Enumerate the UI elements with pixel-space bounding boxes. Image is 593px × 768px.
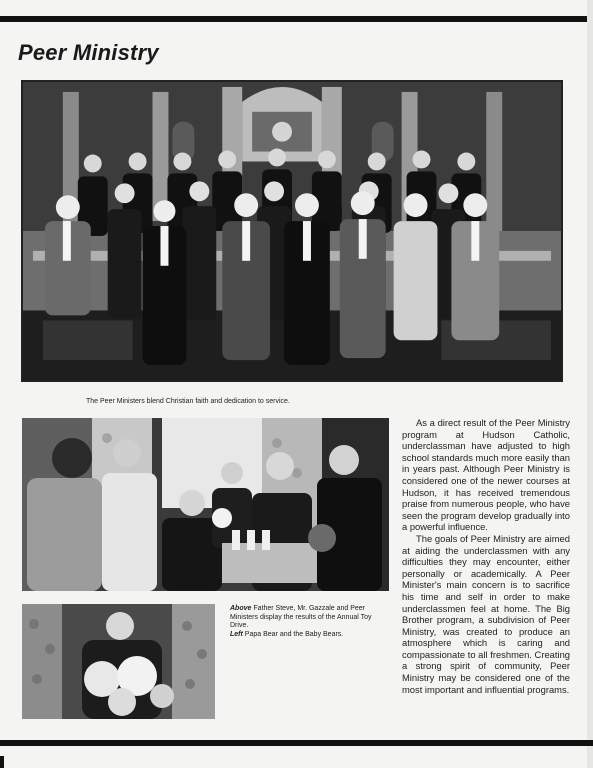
top-rule — [0, 16, 593, 22]
toy-drive-image — [22, 418, 389, 591]
article-paragraph: As a direct result of the Peer Ministry program at Hudson Catholic, underclassman have adjusted to high school standards much more easily than in years past. Although Peer Ministry is considered one of the newer courses at Hudson, it has received tremendous praise from numerous people, who have seen the program develop gradually into a powerful influence. — [402, 417, 570, 533]
group-photo-caption: The Peer Ministers blend Christian faith and dedication to service. — [86, 398, 290, 405]
caption-above-label: Above — [230, 605, 252, 612]
article-body — [402, 417, 570, 695]
caption-left-text: Papa Bear and the Baby Bears. — [242, 630, 344, 638]
photo-captions — [230, 605, 390, 639]
page-marker — [0, 756, 4, 768]
caption-left-label: Left — [230, 630, 243, 638]
group-photo — [21, 80, 563, 382]
bottom-rule — [0, 740, 593, 746]
toy-drive-photo — [22, 418, 389, 591]
caption-left — [230, 631, 390, 640]
caption-above-text: Father Steve, Mr. Gazzale and Peer Ministers display the results of the Annual Toy Drive. — [230, 605, 372, 630]
bears-photo — [22, 604, 215, 719]
caption-above — [230, 605, 390, 631]
group-photo-image — [23, 82, 561, 380]
bears-image — [22, 604, 215, 719]
page-edge — [587, 0, 593, 768]
article-paragraph: The goals of Peer Ministry are aimed at aiding the underclassmen with any difficulties they may encounter, either personally or academically. A Peer Minister's main concern is to sacrifice his time and self in order to make underclassmen feel at home. The Big Brother program, a subdivision of Peer Ministry, was created to produce an atmosphere which is caring and compassionate to all freshmen. Creating a strong spirit of community, Peer Ministry may be considered one of the most important and influential programs. — [402, 532, 570, 695]
page-title: Peer Ministry — [18, 40, 159, 65]
